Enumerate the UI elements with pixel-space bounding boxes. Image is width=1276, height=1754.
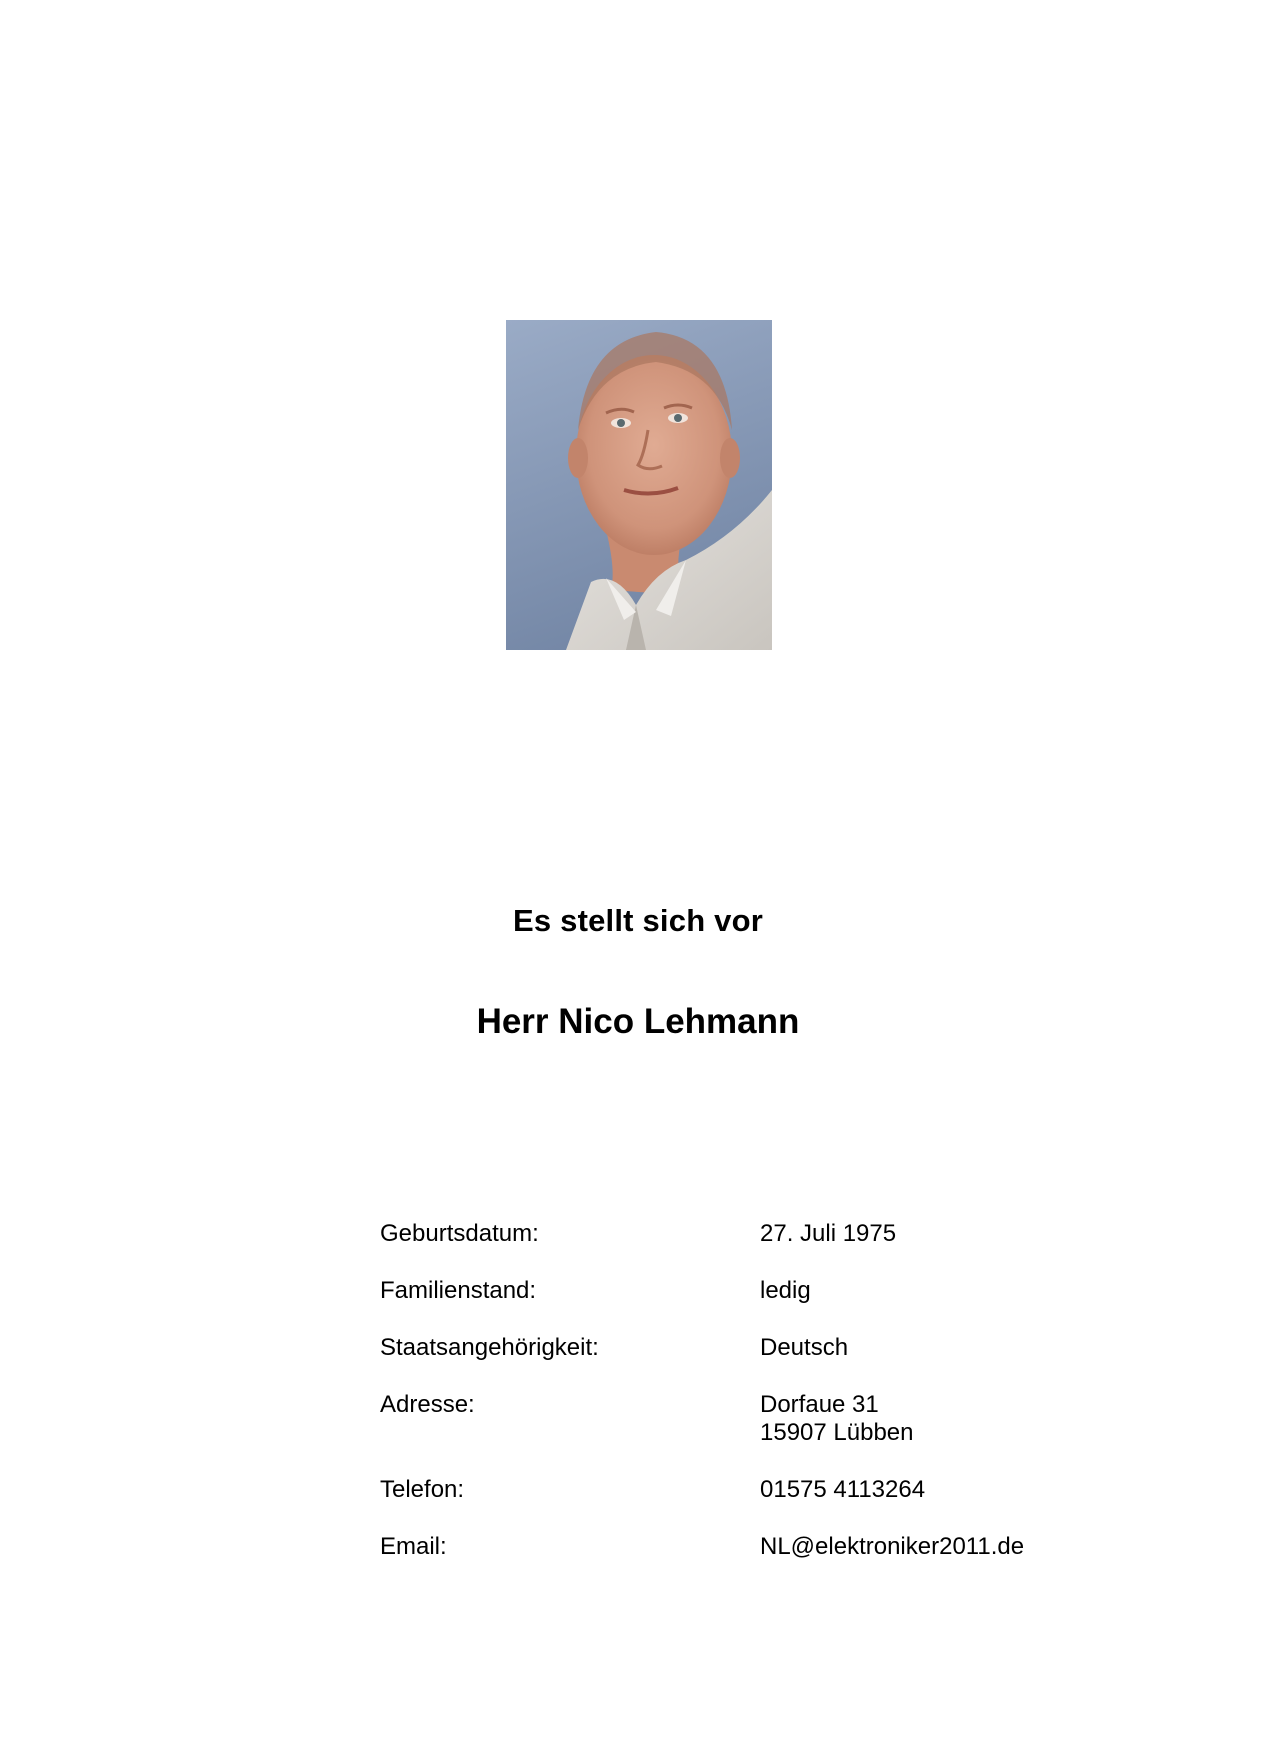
detail-row-nationality (380, 1334, 1140, 1362)
detail-label: Telefon: (380, 1476, 465, 1503)
detail-value (760, 1476, 1140, 1504)
detail-value-line: 27. Juli 1975 (760, 1220, 897, 1247)
detail-row-email (380, 1533, 1140, 1561)
detail-value-line: 01575 4113264 (760, 1476, 926, 1503)
detail-label: Familienstand: (380, 1277, 537, 1304)
intro-text: Es stellt sich vor (513, 903, 763, 938)
detail-value (760, 1220, 1140, 1248)
detail-label: Email: (380, 1533, 447, 1560)
detail-value-line: 15907 Lübben (760, 1419, 914, 1446)
detail-row-address (380, 1391, 1140, 1447)
personal-details (380, 1220, 1140, 1561)
detail-label: Geburtsdatum: (380, 1220, 539, 1247)
detail-row-marital-status (380, 1277, 1140, 1305)
detail-value-line: Dorfaue 31 (760, 1391, 879, 1418)
portrait-illustration (506, 320, 772, 650)
candidate-name: Herr Nico Lehmann (476, 1002, 800, 1041)
detail-value (760, 1277, 1140, 1305)
detail-value-line: ledig (760, 1277, 811, 1304)
detail-row-birthdate (380, 1220, 1140, 1248)
detail-row-phone (380, 1476, 1140, 1504)
detail-value-line: NL@elektroniker2011.de (760, 1533, 1025, 1560)
portrait-photo (506, 320, 772, 650)
detail-label: Staatsangehörigkeit: (380, 1334, 599, 1361)
detail-label: Adresse: (380, 1391, 475, 1418)
detail-value (760, 1334, 1140, 1362)
detail-value (760, 1391, 1140, 1447)
detail-value-line: Deutsch (760, 1334, 849, 1361)
detail-value (760, 1533, 1140, 1561)
